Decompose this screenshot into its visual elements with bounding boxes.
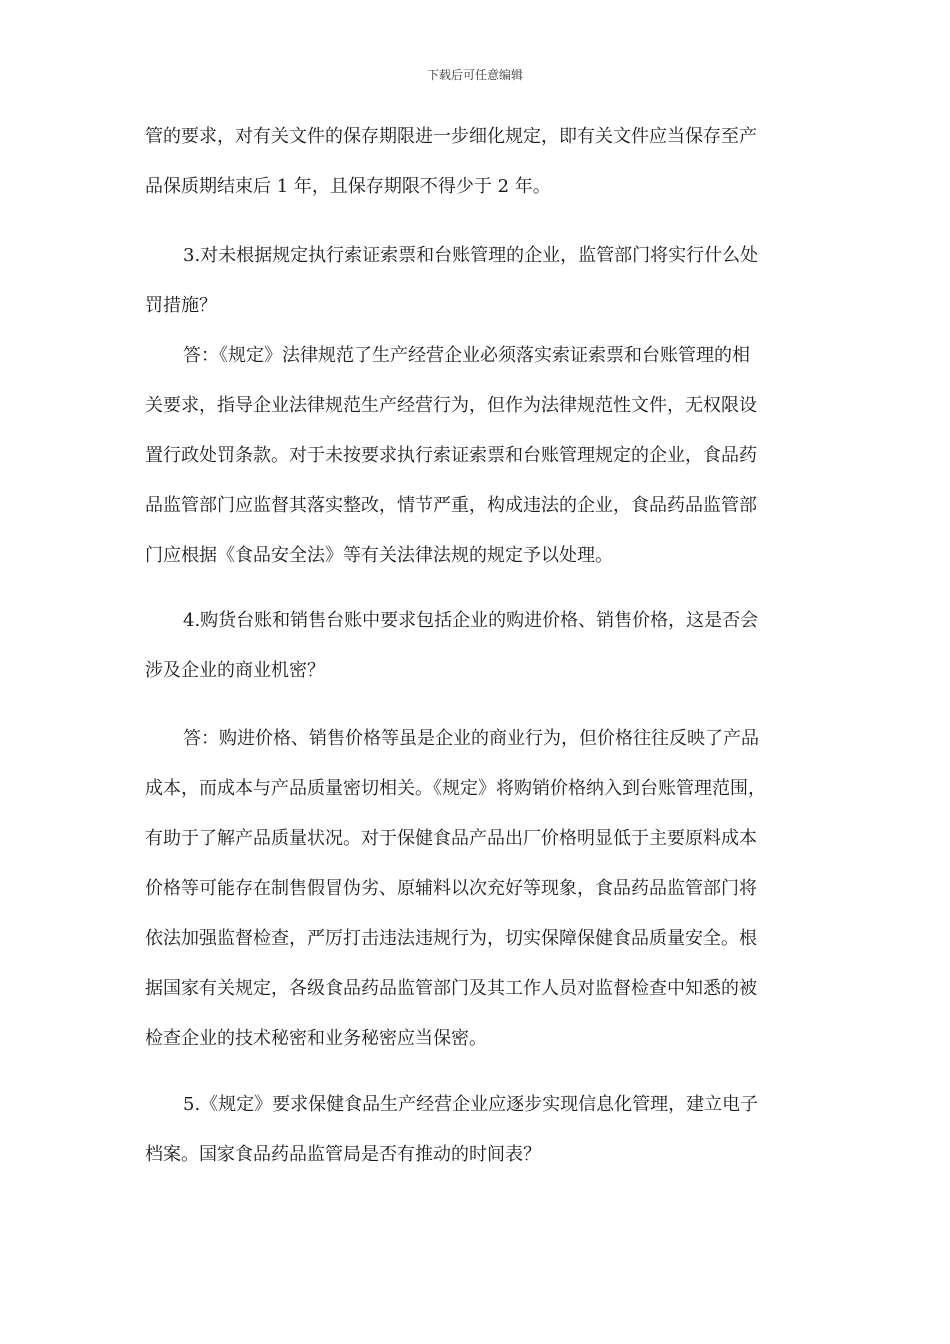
answer-4-line: 成本，而成本与产品质量密切相关。《规定》将购销价格纳入到台账管理范围， (145, 778, 766, 799)
answer-4-line: 有助于了解产品质量状况。对于保健食品产品出厂价格明显低于主要原料成本 (145, 828, 757, 849)
answer-3-line: 置行政处罚条款。对于未按要求执行索证索票和台账管理规定的企业，食品药 (145, 445, 757, 466)
answer-4-line: 依法加强监督检查，严厉打击违法违规行为，切实保障保健食品质量安全。根 (145, 928, 757, 949)
answer-4-line: 价格等可能存在制售假冒伪劣、原辅料以次充好等现象，食品药品监管部门将 (145, 878, 757, 899)
question-3-line: 3.对未根据规定执行索证索票和台账管理的企业，监管部门将实行什么处 (183, 245, 759, 266)
body-line: 品保质期结束后 1 年，且保存期限不得少于 2 年。 (145, 176, 551, 197)
answer-3-line: 关要求，指导企业法律规范生产经营行为，但作为法律规范性文件，无权限设 (145, 395, 757, 416)
answer-3-line: 门应根据《食品安全法》等有关法律法规的规定予以处理。 (145, 545, 613, 566)
answer-3-line: 答：《规定》法律规范了生产经营企业必须落实索证索票和台账管理的相 (183, 345, 750, 366)
question-5-line: 5.《规定》要求保健食品生产经营企业应逐步实现信息化管理，建立电子 (183, 1094, 759, 1115)
page-header-note: 下载后可任意编辑 (426, 68, 523, 82)
question-4-line: 涉及企业的商业机密？ (145, 660, 325, 681)
answer-3-line: 品监管部门应监督其落实整改，情节严重，构成违法的企业，食品药品监管部 (145, 495, 757, 516)
question-5-line: 档案。国家食品药品监管局是否有推动的时间表？ (145, 1144, 541, 1165)
question-4-line: 4.购货台账和销售台账中要求包括企业的购进价格、销售价格，这是否会 (183, 610, 759, 631)
question-3-line: 罚措施？ (145, 295, 217, 316)
body-line: 管的要求，对有关文件的保存期限进一步细化规定，即有关文件应当保存至产 (145, 126, 757, 147)
answer-4-line: 检查企业的技术秘密和业务秘密应当保密。 (145, 1028, 487, 1049)
answer-4-line: 答：购进价格、销售价格等虽是企业的商业行为，但价格往往反映了产品 (183, 728, 759, 749)
answer-4-line: 据国家有关规定，各级食品药品监管部门及其工作人员对监督检查中知悉的被 (145, 978, 757, 999)
